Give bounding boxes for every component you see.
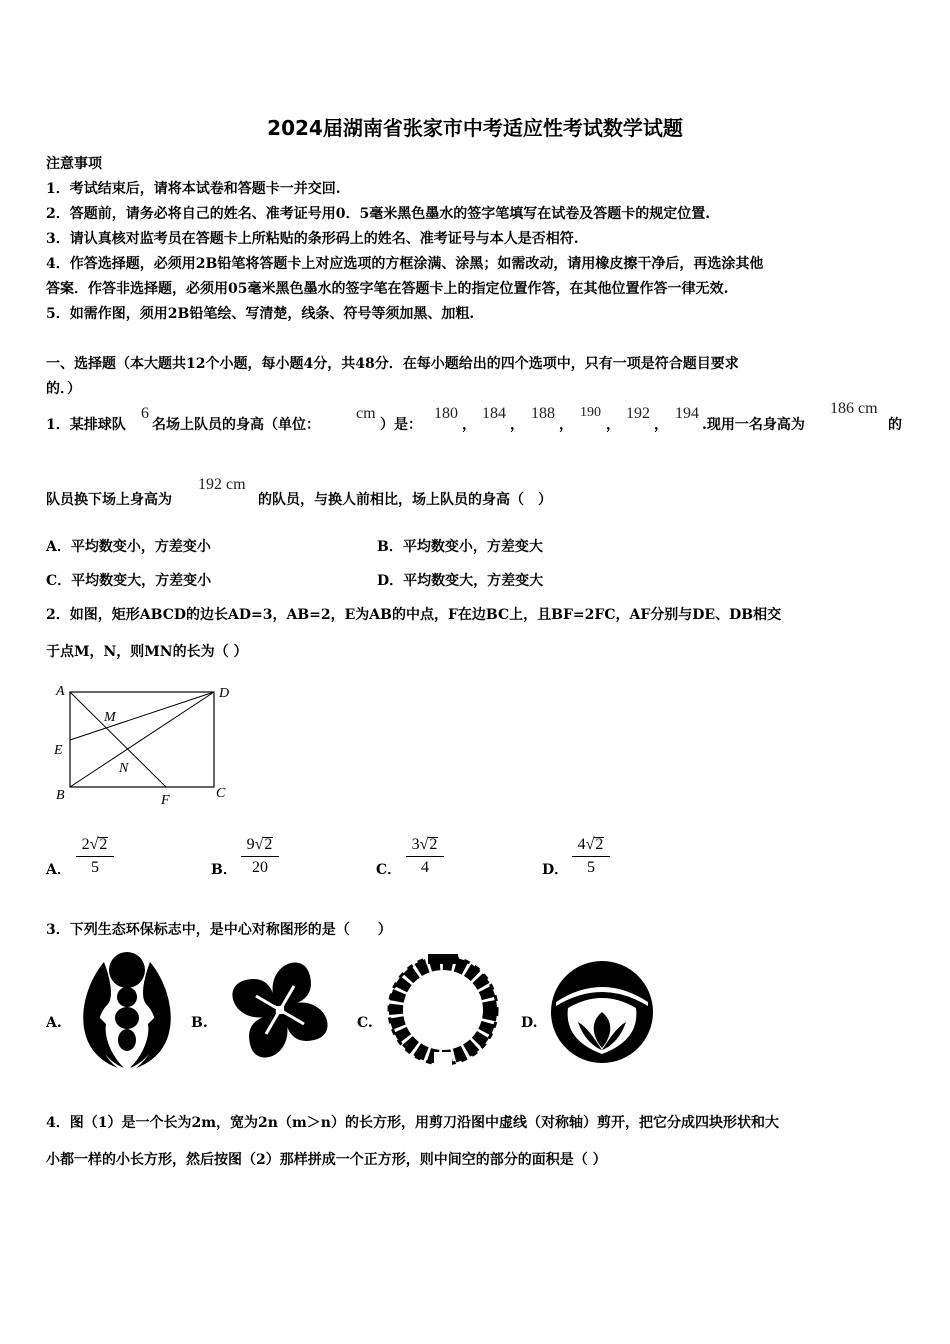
label-b: B — [56, 788, 65, 803]
q2-option-b-fraction[interactable]: 9√2 20 — [233, 836, 287, 877]
q1-math: 186 cm — [830, 400, 878, 417]
label-f: F — [161, 793, 170, 808]
notice-item: 答案．作答非选择题，必须用05毫米黑色墨水的签字笔在答题卡上的指定位置作答，在其他位置作答一律无效. — [46, 281, 729, 297]
section-heading: 一、选择题（本大题共12个小题，每小题4分，共48分．在每小题给出的四个选项中，只有一项是符合题目要求 — [46, 356, 739, 372]
q3-option-b[interactable]: B. — [191, 1015, 208, 1031]
notice-item: 3．请认真核对监考员在答题卡上所粘贴的条形码上的姓名、准考证号与本人是否相符. — [46, 231, 579, 247]
eco-logo-a-icon[interactable] — [74, 950, 180, 1072]
q1-sep: ， — [462, 417, 476, 433]
eco-logo-c-icon[interactable] — [384, 950, 502, 1068]
q1-height: 180 — [434, 405, 458, 422]
q1-text: 的队员，与换人前相比，场上队员的身高（ ） — [258, 492, 552, 508]
q1-text: 队员换下场上身高为 — [46, 492, 172, 508]
notice-item: 4．作答选择题，必须用2B铅笔将答题卡上对应选项的方框涂满、涂黑；如需改动，请用橡皮擦干净后，再选涂其他 — [46, 256, 764, 272]
q2-option-letter[interactable]: A． — [46, 862, 71, 878]
q1-math: 192 cm — [198, 476, 246, 493]
q2-option-letter[interactable]: C． — [376, 862, 402, 878]
q3-option-c[interactable]: C. — [357, 1015, 373, 1031]
q2-text: 2．如图，矩形ABCD的边长AD=3，AB=2，E为AB的中点，F在边BC上，且BF=2FC，AF分别与DE、DB相交 — [46, 607, 782, 623]
q1-option-d[interactable]: D．平均数变大，方差变大 — [377, 573, 544, 589]
segment-db — [70, 692, 214, 787]
q4-text: 4．图（1）是一个长为2m，宽为2n（m＞n）的长方形，用剪刀沿图中虚线（对称轴）剪开，把它分成四块形状和大 — [46, 1115, 779, 1131]
q1-height: 184 — [482, 405, 506, 422]
q1-text: .现用一名身高为 — [702, 417, 805, 433]
q1-text: ）是： — [380, 417, 422, 433]
q1-sep: ， — [606, 417, 620, 433]
q2-option-d-fraction[interactable]: 4√2 5 — [564, 836, 618, 877]
q1-sep: ， — [654, 417, 668, 433]
segment-af — [70, 692, 166, 787]
q2-text: 于点M，N，则MN的长为（ ） — [46, 644, 248, 660]
rectangle-figure — [46, 678, 246, 808]
q1-sep: ， — [559, 417, 573, 433]
page-title: 2024届湖南省张家市中考适应性考试数学试题 — [267, 116, 683, 140]
q3-text: 3．下列生态环保标志中，是中心对称图形的是（ ） — [46, 922, 392, 938]
q3-option-a[interactable]: A. — [46, 1015, 62, 1031]
q2-option-c-fraction[interactable]: 3√2 4 — [398, 836, 452, 877]
q1-text: 1．某排球队 — [46, 417, 126, 433]
q1-height: 192 — [626, 405, 650, 422]
notice-item: 1．考试结束后，请将本试卷和答题卡一并交回. — [46, 181, 341, 197]
segment-de — [70, 692, 214, 740]
section-heading-cont: 的．） — [46, 381, 81, 397]
q1-option-c[interactable]: C．平均数变大，方差变小 — [46, 573, 212, 589]
label-a: A — [56, 684, 65, 699]
label-e: E — [54, 743, 63, 758]
q2-option-a-fraction[interactable]: 2√2 5 — [68, 836, 122, 877]
label-m: M — [104, 710, 116, 725]
eco-logo-d-icon[interactable] — [550, 960, 654, 1064]
q1-math: 6 — [141, 405, 149, 422]
q1-height: 188 — [531, 405, 555, 422]
notice-item: 5．如需作图，须用2B铅笔绘、写清楚，线条、符号等须加黑、加粗. — [46, 306, 475, 322]
q1-text: 名场上队员的身高（单位： — [152, 417, 320, 433]
notice-heading: 注意事项 — [46, 156, 102, 172]
q1-height: 190 — [580, 405, 601, 420]
label-n: N — [119, 761, 129, 776]
eco-logo-b-icon[interactable] — [218, 950, 342, 1070]
q1-text: 的 — [888, 417, 902, 433]
q1-option-b[interactable]: B．平均数变小，方差变大 — [377, 539, 543, 555]
q4-text: 小都一样的小长方形，然后按图（2）那样拼成一个正方形，则中间空的部分的面积是（ ） — [46, 1152, 607, 1168]
label-d: D — [219, 686, 230, 701]
q3-option-d[interactable]: D. — [521, 1015, 538, 1031]
label-c: C — [216, 786, 226, 801]
q1-sep: ， — [510, 417, 524, 433]
q1-height: 194 — [675, 405, 699, 422]
q1-option-a[interactable]: A．平均数变小，方差变小 — [46, 539, 211, 555]
q2-option-letter[interactable]: B． — [211, 862, 237, 878]
notice-item: 2．答题前，请务必将自己的姓名、准考证号用0．5毫米黑色墨水的签字笔填写在试卷及答题卡的规定位置. — [46, 206, 711, 222]
q2-option-letter[interactable]: D． — [542, 862, 569, 878]
q1-math: cm — [356, 405, 376, 422]
